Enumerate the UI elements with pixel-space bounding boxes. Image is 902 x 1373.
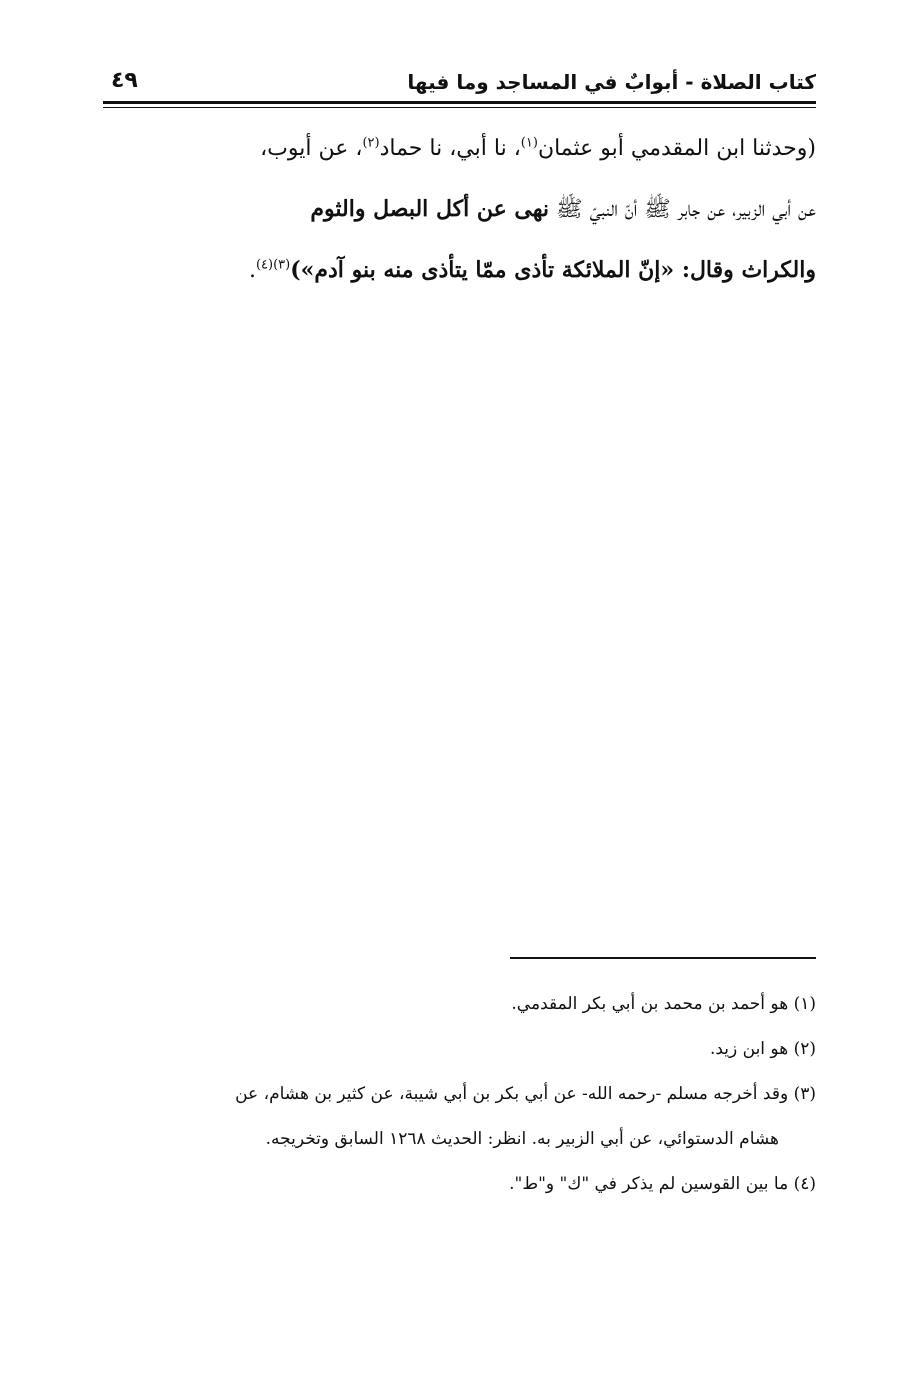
header-rule-thin [103,107,816,108]
text-run: عن أبي الزبير، عن جابر ﷺ أنّ النبيّ ﷺ [549,197,816,222]
main-line-2 [103,179,816,240]
footnote-ref-4: (٤) [255,257,274,273]
header-rule-thick [103,101,816,104]
main-line-1 [103,118,816,179]
running-header [103,66,816,100]
hadith-quote: «إنّ الملائكة تأذى ممّا يتأذى منه بنو آدم») [290,257,675,283]
bold-text-run: والكراث وقال: [674,257,816,283]
bold-text-run: نهى عن أكل البصل والثوم [310,196,549,222]
main-text [103,118,816,301]
text-run: (وحدثنا ابن المقدمي أبو عثمان [537,136,816,161]
footnote-3-continued: هشام الدستوائي، عن أبي الزبير به. انظر: الحديث ١٢٦٨ السابق وتخريجه. [265,1129,779,1149]
footnote-ref-2: (٢) [362,135,380,151]
footnote-1: (١) هو أحمد بن محمد بن أبي بكر المقدمي. [511,994,816,1014]
footnotes [103,982,816,1207]
header-title: كتاب الصلاة - أبوابٌ في المساجد وما فيها [407,70,816,94]
text-run: . [248,258,256,283]
footnote-2: (٢) هو ابن زيد. [709,1039,816,1059]
footnote-separator [510,957,816,959]
text-run: ، عن أيوب، [260,136,363,161]
footnote-ref-1: (١) [520,135,538,151]
text-run: ، نا أبي، نا حماد [379,136,521,161]
main-line-3 [103,240,816,301]
footnote-ref-3: (٣) [273,257,291,273]
footnote-3: (٣) وقد أخرجه مسلم -رحمه الله- عن أبي بكر بن أبي شيبة، عن كثير بن هشام، عن [235,1084,816,1104]
footnote-4: (٤) ما بين القوسين لم يذكر في "ك" و"ط". [509,1174,816,1194]
page-number: ٤٩ [111,68,138,93]
